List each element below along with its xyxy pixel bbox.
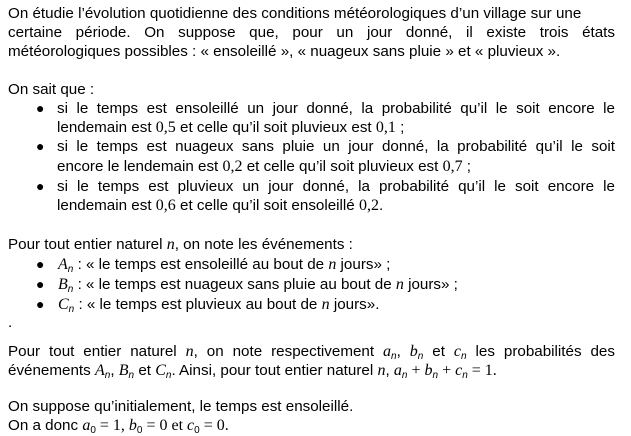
probas-line-2: événements $A_n$, $B_n$ et $C_n$. Ainsi, pour tout entier naturel n, $a_n + b_n + c_n = 1$.	[8, 362, 497, 381]
known-heading: On sait que :	[8, 81, 95, 98]
bullet-icon: ●	[36, 138, 45, 154]
bullet-icon: ●	[36, 178, 45, 194]
probas-line-1: Pour tout entier naturel n, on note respectivement $a_n$, $b_n$ et $c_n$ les probabilités des	[8, 343, 615, 362]
event-B: $B_n$ : « le temps est nuageux sans pluie au bout de n jours» ;	[58, 276, 458, 295]
initial-line-1: On suppose qu’initialement, le temps est ensoleillé.	[8, 398, 354, 415]
known-item-2-line-1: si le temps est nuageux sans pluie un jour donné, la probabilité qu’il le soit	[57, 138, 615, 155]
events-heading: Pour tout entier naturel n, on note les événements :	[8, 236, 353, 253]
bullet-icon: ●	[36, 100, 45, 116]
known-item-1-line-1: si le temps est ensoleillé un jour donné, la probabilité qu’il le soit encore le	[57, 100, 615, 117]
event-C: $C_n$ : « le temps est pluvieux au bout de n jours».	[58, 296, 380, 315]
known-item-3-line-1: si le temps est pluvieux un jour donné, la probabilité qu’il le soit encore le	[57, 178, 615, 195]
bullet-icon: ●	[36, 256, 45, 272]
bullet-icon: ●	[36, 296, 45, 312]
intro-line-2: certaine période. On suppose que, pour un jour donné, il existe trois états	[8, 24, 615, 41]
known-item-3-line-2: lendemain est 0,6 et celle qu’il soit ensoleillé 0,2.	[57, 197, 384, 214]
bullet-icon: ●	[36, 276, 45, 292]
stray-dot: .	[8, 314, 13, 331]
event-A: $A_n$ : « le temps est ensoleillé au bout de n jours» ;	[58, 256, 391, 275]
known-item-1-line-2: lendemain est 0,5 et celle qu’il soit pluvieux est 0,1 ;	[57, 119, 405, 136]
intro-line-1: On étudie l’évolution quotidienne des conditions météorologiques d’un village sur une	[8, 5, 582, 22]
initial-line-2: On a donc $a_0 = 1$, $b_0 = 0$ et $c_0 = 0$.	[8, 417, 229, 436]
known-item-2-line-2: encore le lendemain est 0,2 et celle qu’il soit pluvieux est 0,7 ;	[57, 158, 472, 175]
intro-line-3: météorologiques possibles : « ensoleillé », « nuageux sans pluie » et « pluvieux ».	[8, 43, 561, 60]
